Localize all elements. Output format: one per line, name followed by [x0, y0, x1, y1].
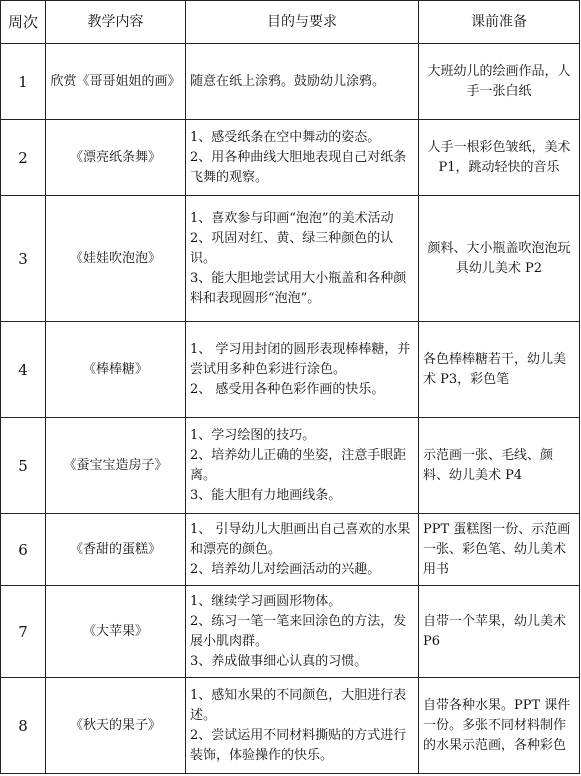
content-cell: 《棒棒糖》: [46, 322, 186, 418]
table-row: [1, 196, 580, 322]
week-cell: 6: [1, 514, 46, 586]
requirement-line: 2、培养幼儿正确的坐姿，注意手眼距离。: [190, 447, 407, 483]
table-row: [1, 418, 580, 514]
content-cell: 《香甜的蛋糕》: [46, 514, 186, 586]
preparation-cell: 示范画一张、毛线、颜料、幼儿美术 P4: [419, 418, 580, 514]
preparation-cell: 自带各种水果。PPT 课件一份。多张不同材料制作的水果示范画，各种彩色: [419, 678, 580, 774]
requirement-line: 随意在纸上涂鸦。鼓励幼儿涂鸦。: [190, 73, 386, 89]
requirements-cell: [186, 678, 419, 774]
requirements-cell: [186, 322, 419, 418]
requirement-line: 2、练习一笔一笔来回涂色的方法，发展小肌肉群。: [190, 613, 407, 649]
preparation-cell: PPT 蛋糕图一份、示范画一张、彩色笔、幼儿美术用书: [419, 514, 580, 586]
table-row: [1, 322, 580, 418]
header-content: 教学内容: [46, 1, 186, 44]
content-cell: 《秋天的果子》: [46, 678, 186, 774]
table-row: [1, 678, 580, 774]
requirements-cell: [186, 120, 419, 196]
requirements-cell: [186, 514, 419, 586]
requirement-line: 2、用各种曲线大胆地表现自己对纸条飞舞的观察。: [190, 149, 407, 185]
requirement-line: 1、继续学习画圆形物体。: [190, 593, 342, 609]
week-cell: 8: [1, 678, 46, 774]
preparation-cell: 各色棒棒糖若干，幼儿美术 P3，彩色笔: [419, 322, 580, 418]
content-cell: 《蚕宝宝造房子》: [46, 418, 186, 514]
requirement-line: 3、能大胆地尝试用大小瓶盖和各种颜料和表现圆形“泡泡”。: [190, 270, 407, 306]
requirement-line: 2、培养幼儿对绘画活动的兴趣。: [190, 561, 381, 577]
week-cell: 2: [1, 120, 46, 196]
week-cell: 3: [1, 196, 46, 322]
requirement-line: 1、 学习用封闭的圆形表现棒棒糖，并尝试用多种色彩进行涂色。: [190, 341, 411, 377]
week-cell: 4: [1, 322, 46, 418]
content-cell: 《大苹果》: [46, 586, 186, 678]
requirements-cell: [186, 196, 419, 322]
table-row: [1, 44, 580, 120]
preparation-cell: 颜料、大小瓶盖吹泡泡玩具幼儿美术 P2: [419, 196, 580, 322]
requirement-line: 2、巩固对红、黄、绿三种颜色的认识。: [190, 230, 394, 266]
requirement-line: 1、学习绘图的技巧。: [190, 427, 316, 443]
header-requirements: 目的与要求: [186, 1, 419, 44]
week-cell: 5: [1, 418, 46, 514]
requirements-cell: [186, 586, 419, 678]
content-cell: 《娃娃吹泡泡》: [46, 196, 186, 322]
requirement-line: 3、养成做事细心认真的习惯。: [190, 653, 368, 669]
header-week: 周次: [1, 1, 46, 44]
header-preparation: 课前准备: [419, 1, 580, 44]
table-row: [1, 586, 580, 678]
requirement-line: 2、尝试运用不同材料撕贴的方式进行装饰，体验操作的快乐。: [190, 727, 407, 763]
requirements-cell: [186, 418, 419, 514]
requirement-line: 1、 引导幼儿大胆画出自己喜欢的水果和漂亮的颜色。: [190, 521, 411, 557]
week-cell: 1: [1, 44, 46, 120]
requirement-line: 1、喜欢参与印画“泡泡”的美术活动: [190, 210, 394, 226]
requirement-line: 3、能大胆有力地画线条。: [190, 487, 342, 503]
content-cell: 《漂亮纸条舞》: [46, 120, 186, 196]
preparation-cell: 人手一根彩色皱纸，美术 P1，跳动轻快的音乐: [419, 120, 580, 196]
header-row: [1, 1, 580, 44]
content-cell: 欣赏《哥哥姐姐的画》: [46, 44, 186, 120]
week-cell: 7: [1, 586, 46, 678]
requirement-line: 2、 感受用各种色彩作画的快乐。: [190, 381, 385, 397]
requirement-line: 1、感知水果的不同颜色，大胆进行表述。: [190, 687, 407, 723]
requirements-cell: [186, 44, 419, 120]
table-row: [1, 514, 580, 586]
requirement-line: 1、感受纸条在空中舞动的姿态。: [190, 129, 381, 145]
preparation-cell: 大班幼儿的绘画作品，人手一张白纸: [419, 44, 580, 120]
preparation-cell: 自带一个苹果，幼儿美术 P6: [419, 586, 580, 678]
table-row: [1, 120, 580, 196]
